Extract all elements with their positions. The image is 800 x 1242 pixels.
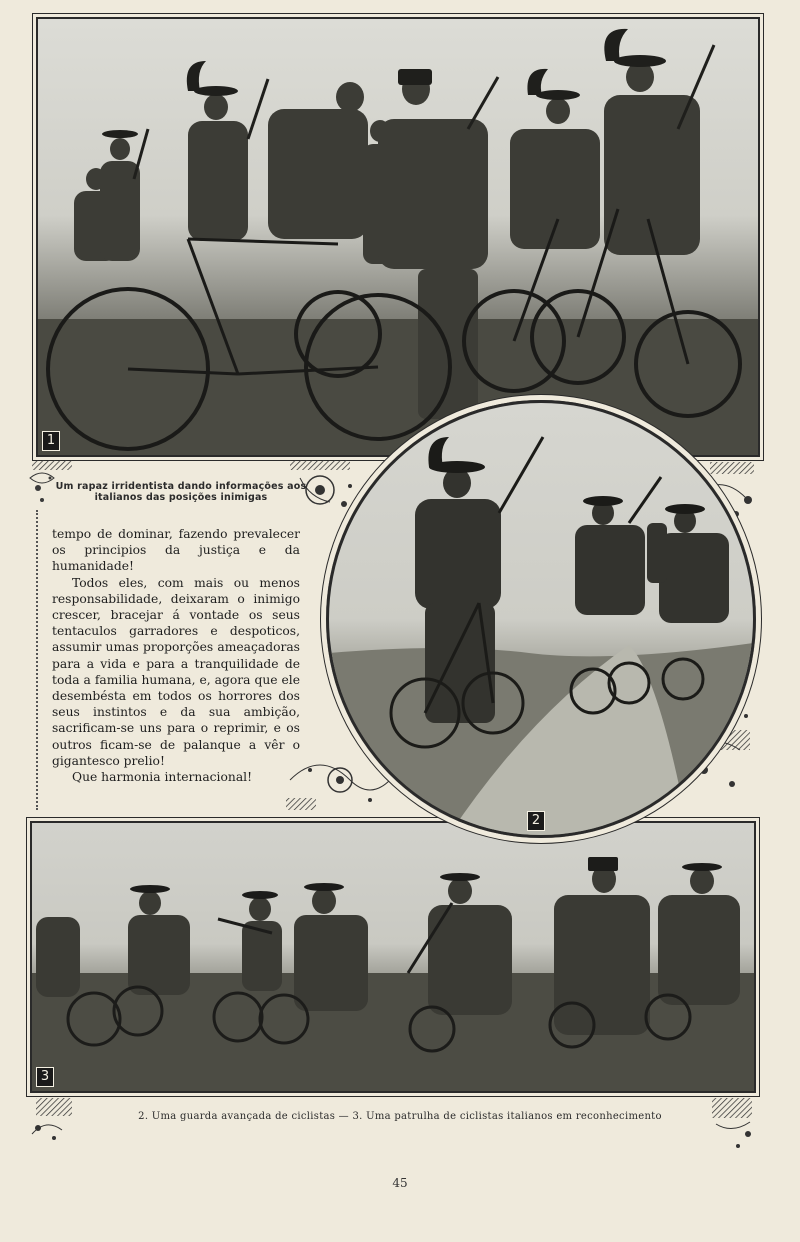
photo1-caption: Um rapaz irridentista dando informações aos italianos das posições inimigas — [55, 481, 307, 503]
photo3-illustration — [32, 823, 754, 1091]
dotted-divider — [36, 510, 39, 810]
photo-cyclist-patrol — [30, 821, 756, 1093]
article-paragraph: tempo de dominar, fazendo prevalecer os principios da justiça e da humanidade! — [52, 527, 300, 574]
photo1-illustration — [38, 19, 758, 455]
photo-cyclist-advance-guard — [326, 400, 756, 838]
article-paragraph: Todos eles, com mais ou menos responsabilidade, deixaram o inimigo crescer, bracejar á vontade os seus tentaculos garradores e despoticos, assumir umas proporções ameaçadoras para a vida e para a tranquilidade de toda a familia humana, e, agora que ele desembésta em todos os horrores dos seus instintos e da sua ambição, sacrificam-se uns para o reprimir, e os outros ficam-se de palanque a vêr o gigantesco prelio! — [52, 575, 300, 768]
photo2-illustration — [329, 403, 753, 835]
photo3-number-badge: 3 — [36, 1067, 54, 1087]
article-paragraph: Que harmonia internacional! — [72, 770, 253, 785]
article-text — [52, 526, 300, 785]
page-number: 45 — [392, 1176, 408, 1190]
photo-soldiers-with-bicycles — [36, 17, 760, 457]
photo2-number-badge: 2 — [527, 811, 545, 831]
photos-2-3-caption: 2. Uma guarda avançada de ciclistas — 3. Uma patrulha de ciclistas italianos em reconhecimento — [138, 1111, 662, 1122]
decorative-corner-ornament — [708, 1094, 768, 1154]
photo1-number-badge: 1 — [42, 431, 60, 451]
